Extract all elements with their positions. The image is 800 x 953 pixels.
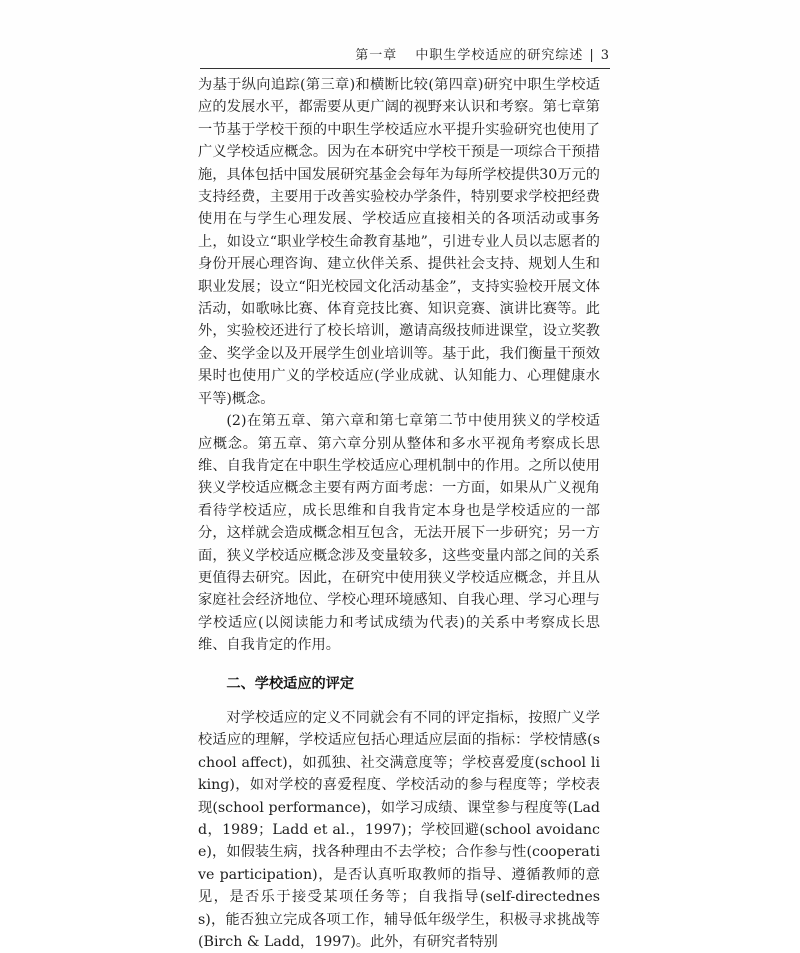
body-paragraph: 对学校适应的定义不同就会有不同的评定指标，按照广义学校适应的理解，学校适应包括心理适应层面的指标：学校情感(school affect)，如孤独、社交满意度等；学校喜爱度(school liking)，如对学校的喜爱程度、学校活动的参与程度等；学校表现(school performance)，如学习成绩、课堂参与程度等(Ladd，1989；Ladd et al.，1997)；学校回避(school avoidance)，如假装生病，找各种理由不去学校；合作参与性(cooperative participation)，是否认真听取教师的指导、遵循教师的意见，是否乐于接受某项任务等；自我指导(self-directedness)，能否独立完成各项工作，辅导低年级学生，积极寻求挑战等(Birch & Ladd，1997)。此外，有研究者特别 bbox=[198, 709, 600, 951]
chapter-label: 第一章 bbox=[355, 48, 398, 63]
header-separator: | bbox=[589, 48, 595, 63]
page-body bbox=[198, 74, 600, 953]
running-header bbox=[200, 48, 610, 69]
body-paragraph: (2)在第五章、第六章和第七章第二节中使用狭义的学校适应概念。第五章、第六章分别从整体和多水平视角考察成长思维、自我肯定在中职生学校适应心理机制中的作用。之所以使用狭义学校适应概念主要有两方面考虑：一方面，如果从广义视角看待学校适应，成长思维和自我肯定本身也是学校适应的一部分，这样就会造成概念相互包含，无法开展下一步研究；另一方面，狭义学校适应概念涉及变量较多，这些变量内部之间的关系更值得去研究。因此，在研究中使用狭义学校适应概念，并且从家庭社会经济地位、学校心理环境感知、自我心理、学习心理与学校适应(以阅读能力和考试成绩为代表)的关系中考察成长思维、自我肯定的作用。 bbox=[198, 413, 600, 654]
section-heading: 二、学校适应的评定 bbox=[226, 675, 355, 692]
chapter-title: 中职生学校适应的研究综述 bbox=[415, 48, 584, 63]
page-number: 3 bbox=[600, 48, 610, 63]
body-paragraph: 为基于纵向追踪(第三章)和横断比较(第四章)研究中职生学校适应的发展水平，都需要从更广阔的视野来认识和考察。第七章第一节基于学校干预的中职生学校适应水平提升实验研究也使用了广义学校适应概念。因为在本研究中学校干预是一项综合干预措施，具体包括中国发展研究基金会每年为每所学校提供30万元的支持经费，主要用于改善实验校办学条件，特别要求学校把经费使用在与学生心理发展、学校适应直接相关的各项活动或事务上，如设立“职业学校生命教育基地”，引进专业人员以志愿者的身份开展心理咨询、建立伙伴关系、提供社会支持、规划人生和职业发展；设立“阳光校园文化活动基金”，支持实验校开展文体活动，如歌咏比赛、体育竞技比赛、知识竞赛、演讲比赛等。此外，实验校还进行了校长培训，邀请高级技师进课堂，设立奖教金、奖学金以及开展学生创业培训等。基于此，我们衡量干预效果时也使用广义的学校适应(学业成就、认知能力、心理健康水平等)概念。 bbox=[198, 77, 600, 407]
